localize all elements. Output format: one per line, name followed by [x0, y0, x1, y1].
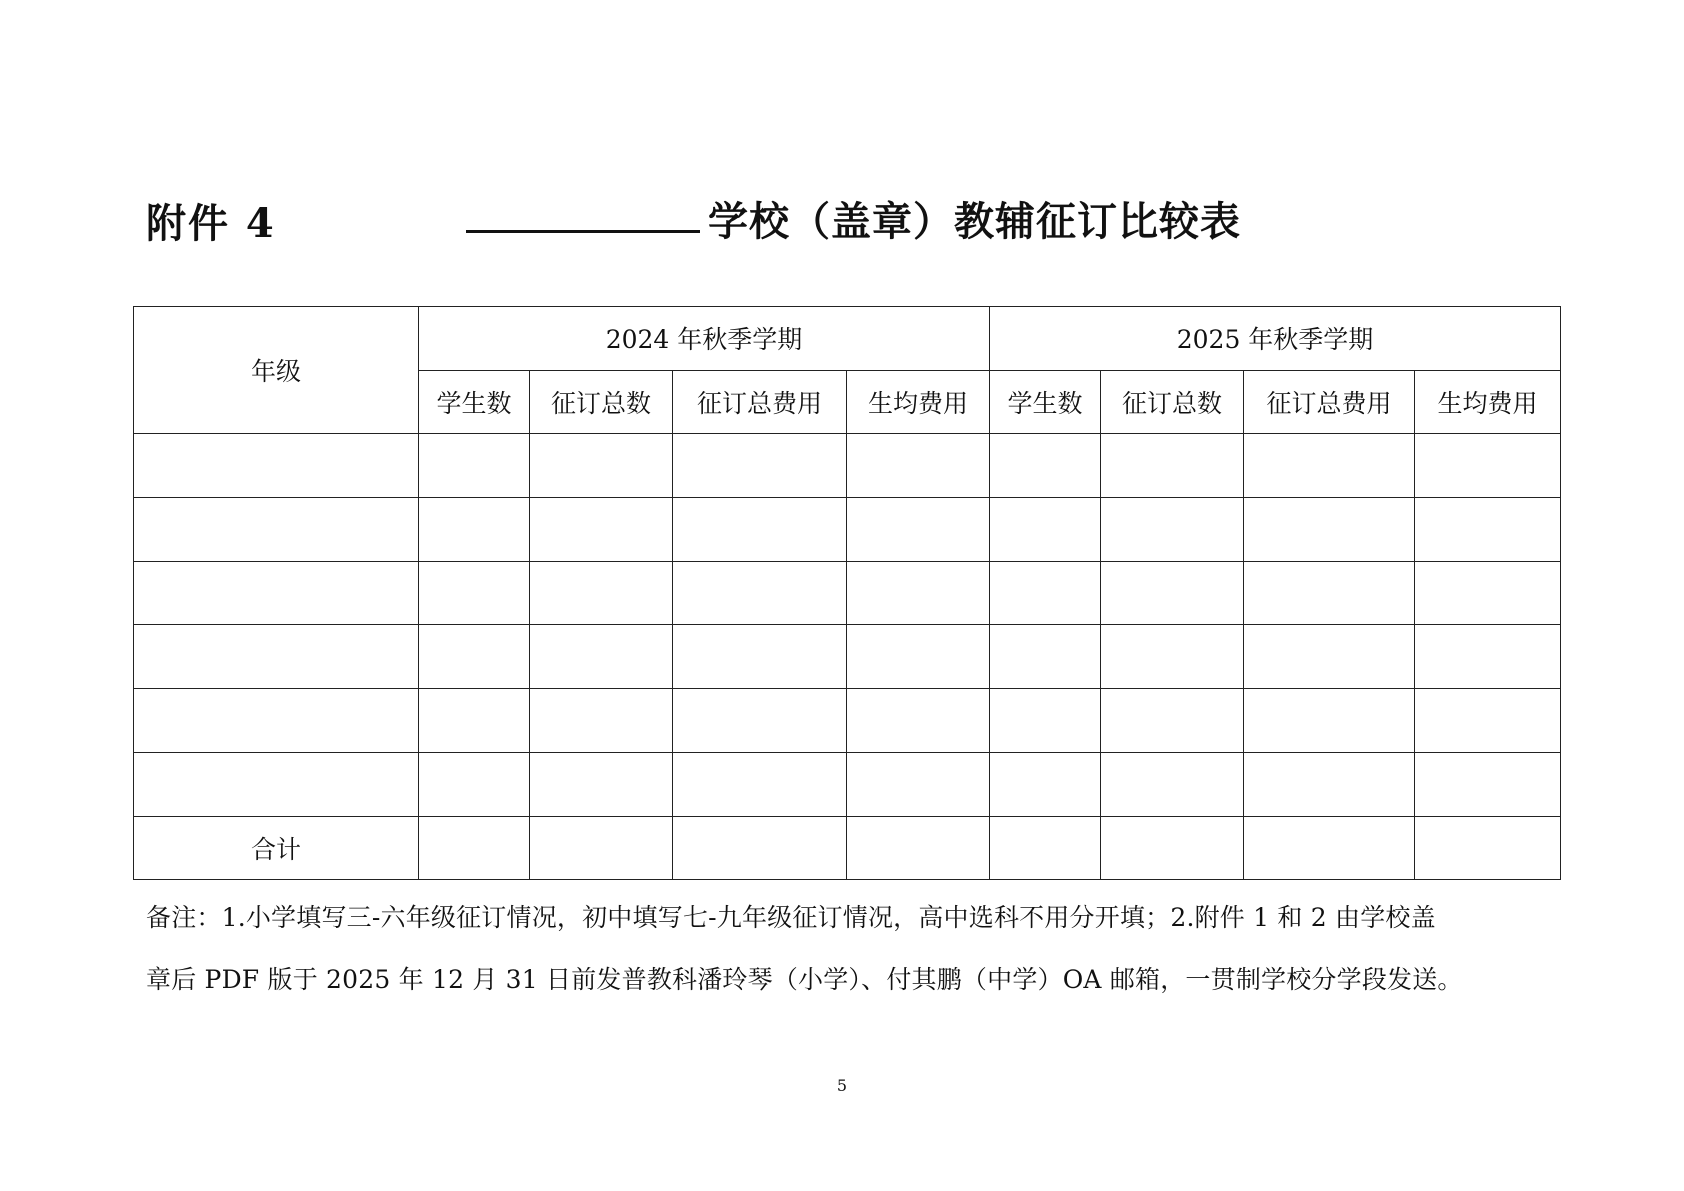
table-cell [530, 498, 673, 562]
table-cell [1244, 434, 1415, 498]
table-cell [673, 816, 847, 880]
attachment-label: 附件 4 [146, 200, 276, 247]
table-cell [1415, 689, 1561, 753]
table-cell [1415, 434, 1561, 498]
table-cell [673, 561, 847, 625]
grade-cell [134, 561, 419, 625]
table-cell [673, 625, 847, 689]
table-cell [1415, 625, 1561, 689]
remarks-line-2: 章后 PDF 版于 2025 年 12 月 31 日前发普教科潘玲琴（小学）、付其鹏（中学）OA 邮箱，一贯制学校分学段发送。 [146, 965, 1463, 994]
table-cell [990, 434, 1101, 498]
table-cell [847, 625, 990, 689]
table-cell [1101, 752, 1244, 816]
table-cell [847, 689, 990, 753]
table-row [134, 752, 1561, 816]
grade-cell [134, 752, 419, 816]
table-cell [530, 752, 673, 816]
table-cell [847, 561, 990, 625]
table-cell [1415, 752, 1561, 816]
table-cell [847, 752, 990, 816]
table-cell [1244, 498, 1415, 562]
header-row-periods [134, 307, 1561, 371]
table-cell [1101, 561, 1244, 625]
table-cell [673, 498, 847, 562]
col-header-order-cost-2025: 征订总费用 [1244, 370, 1415, 434]
table-cell [530, 561, 673, 625]
table-cell [419, 752, 530, 816]
grade-header: 年级 [134, 307, 419, 434]
table-cell [990, 625, 1101, 689]
table-cell [847, 498, 990, 562]
table-cell [990, 498, 1101, 562]
form-title: 学校（盖章）教辅征订比较表 [708, 198, 1241, 245]
table-cell [419, 498, 530, 562]
comparison-table [133, 306, 1561, 880]
col-header-student-count-2024: 学生数 [419, 370, 530, 434]
col-header-per-student-cost-2025: 生均费用 [1415, 370, 1561, 434]
table-cell [419, 689, 530, 753]
table-cell [673, 689, 847, 753]
school-name-blank-line [466, 230, 700, 233]
table-cell [1101, 498, 1244, 562]
period-2024-header: 2024 年秋季学期 [419, 307, 990, 371]
table-cell [530, 689, 673, 753]
table-cell [990, 689, 1101, 753]
table-cell [990, 561, 1101, 625]
table-cell [1244, 689, 1415, 753]
table-cell [847, 434, 990, 498]
grade-cell [134, 498, 419, 562]
table-row [134, 434, 1561, 498]
table-cell [1244, 816, 1415, 880]
total-row [134, 816, 1561, 880]
table-cell [1101, 434, 1244, 498]
remarks-line-1: 备注：1.小学填写三-六年级征订情况，初中填写七-九年级征订情况，高中选科不用分开填；2.附件 1 和 2 由学校盖 [146, 903, 1436, 932]
table-row [134, 561, 1561, 625]
grade-cell [134, 689, 419, 753]
page-number: 5 [836, 1076, 848, 1095]
table-cell [530, 434, 673, 498]
table-cell [530, 625, 673, 689]
col-header-per-student-cost-2024: 生均费用 [847, 370, 990, 434]
table-cell [673, 752, 847, 816]
table-row [134, 689, 1561, 753]
table-cell [1415, 816, 1561, 880]
table-cell [1244, 625, 1415, 689]
table-cell [419, 816, 530, 880]
table-cell [673, 434, 847, 498]
table-cell [1101, 689, 1244, 753]
table-cell [1101, 625, 1244, 689]
grade-cell [134, 434, 419, 498]
col-header-student-count-2025: 学生数 [990, 370, 1101, 434]
grade-cell [134, 625, 419, 689]
page-heading [146, 188, 1566, 247]
table-cell [419, 434, 530, 498]
table-cell [419, 625, 530, 689]
col-header-order-total-2025: 征订总数 [1101, 370, 1244, 434]
table-row [134, 498, 1561, 562]
table-cell [530, 816, 673, 880]
remarks-note [146, 887, 1556, 1011]
table-cell [990, 752, 1101, 816]
table-cell [1101, 816, 1244, 880]
total-label: 合计 [134, 816, 419, 880]
table-cell [847, 816, 990, 880]
table-cell [1244, 561, 1415, 625]
period-2025-header: 2025 年秋季学期 [990, 307, 1561, 371]
table-cell [419, 561, 530, 625]
table-cell [1415, 498, 1561, 562]
table-cell [990, 816, 1101, 880]
table-cell [1415, 561, 1561, 625]
col-header-order-total-2024: 征订总数 [530, 370, 673, 434]
table-row [134, 625, 1561, 689]
col-header-order-cost-2024: 征订总费用 [673, 370, 847, 434]
table-cell [1244, 752, 1415, 816]
